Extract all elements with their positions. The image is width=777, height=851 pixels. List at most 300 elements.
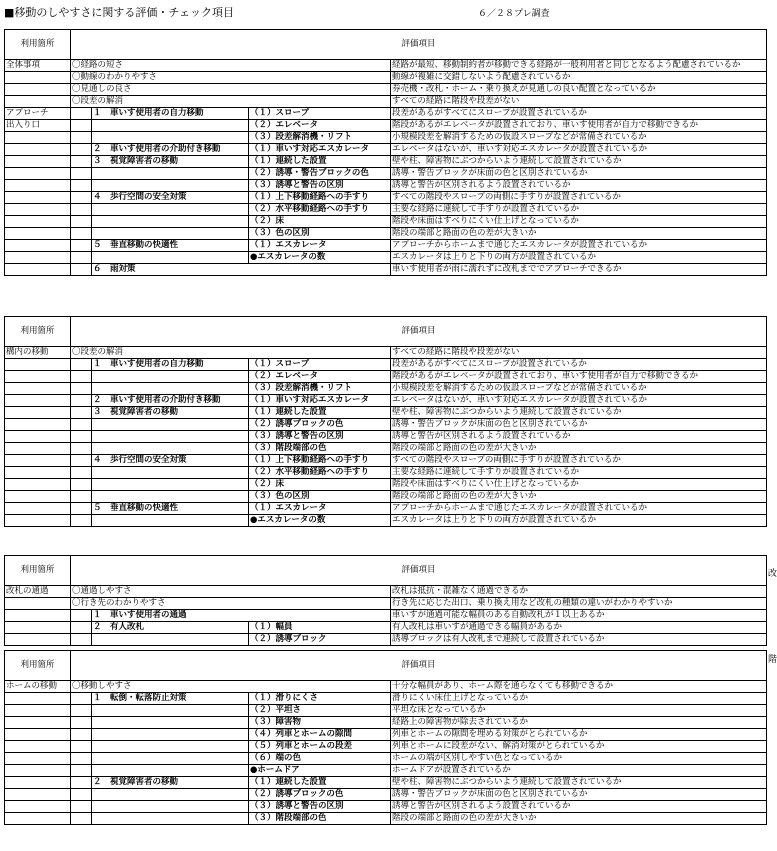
- cell-location: [5, 813, 71, 825]
- cell-criterion: すべての経路に階段や段差がない: [391, 96, 767, 108]
- cell-location: [5, 789, 71, 801]
- cell-location: [5, 610, 71, 622]
- cell-sub-item: ●ホームドア: [249, 765, 391, 777]
- cell-sub-item: （３）色の区別: [249, 228, 391, 240]
- cell-sub-item: （１）幅員: [249, 622, 391, 634]
- table-row: [5, 515, 767, 527]
- cell-general-item: [71, 192, 92, 204]
- cell-category: [92, 419, 249, 431]
- cell-general-item: [71, 813, 92, 825]
- cell-sub-item: （１）上下移動経路への手すり: [249, 455, 391, 467]
- cell-category: １ 車いす使用者の自力移動: [92, 359, 249, 371]
- table-row: [5, 264, 767, 276]
- cell-sub-item: （１）スロープ: [249, 108, 391, 120]
- cell-general-item: [71, 120, 92, 132]
- cell-sub-item: （３）段差解消機・リフト: [249, 132, 391, 144]
- table-row: [5, 96, 767, 108]
- table-row: [5, 443, 767, 455]
- cell-location: [5, 395, 71, 407]
- cell-location: [5, 84, 71, 96]
- cell-location: [5, 156, 71, 168]
- cell-criterion: ホームの端が区別しやすい色となっているか: [391, 753, 767, 765]
- cell-category: [92, 216, 249, 228]
- section-ticket-gate: [4, 555, 766, 646]
- cell-criterion: 主要な経路に連続して手すりが設置されているか: [391, 204, 767, 216]
- cell-criterion: 小規模段差を解消するための仮設スロープなどが常備されているか: [391, 132, 767, 144]
- cell-general-item: [71, 156, 92, 168]
- cell-category: ２ 視覚障害者の移動: [92, 777, 249, 789]
- cell-criterion: 段差があるがすべてにスロープが設置されているか: [391, 108, 767, 120]
- cell-location: [5, 693, 71, 705]
- table-row: [5, 72, 767, 84]
- cell-location: [5, 180, 71, 192]
- cell-criterion: すべての経路に階段や段差がない: [391, 347, 767, 359]
- cell-location: [5, 72, 71, 84]
- cell-category: [92, 467, 249, 479]
- cell-general-item: [71, 801, 92, 813]
- cell-general-item: 〇動線のわかりやすさ: [71, 72, 391, 84]
- table-row: [5, 717, 767, 729]
- cell-sub-item: （３）誘導と警告の区別: [249, 801, 391, 813]
- cell-criterion: 改札は抵抗・混雑なく通過できるか: [391, 586, 767, 598]
- header-location: 利用箇所: [5, 556, 71, 586]
- cell-sub-item: （１）エスカレータ: [249, 240, 391, 252]
- cell-location: [5, 407, 71, 419]
- cell-category: ２ 車いす使用者の介助付き移動: [92, 144, 249, 156]
- cell-general-item: [71, 622, 92, 634]
- table-row: [5, 120, 767, 132]
- cell-category: [92, 515, 249, 527]
- cell-sub-item: （２）床: [249, 216, 391, 228]
- cell-general-item: 〇通過しやすさ: [71, 586, 391, 598]
- cell-sub-item: （３）色の区別: [249, 491, 391, 503]
- cell-criterion: アプローチからホームまで通じたエスカレータが設置されているか: [391, 503, 767, 515]
- cell-criterion: すべての階段やスロープの両側に手すりが設置されているか: [391, 192, 767, 204]
- cell-sub-item: （１）車いす対応エスカレータ: [249, 395, 391, 407]
- cell-criterion: 階段や床面はすべりにくい仕上げとなっているか: [391, 216, 767, 228]
- cell-location: [5, 753, 71, 765]
- header-evaluation-item: 評価項目: [71, 317, 767, 347]
- cell-sub-item: ●エスカレータの数: [249, 515, 391, 527]
- table-row: [5, 789, 767, 801]
- table-row: [5, 753, 767, 765]
- cell-category: [92, 383, 249, 395]
- cell-criterion: 行き先に応じた出口、乗り換え用など改札の種類の違いがわかりやすいか: [391, 598, 767, 610]
- cell-general-item: 〇段差の解消: [71, 347, 391, 359]
- cell-location: [5, 240, 71, 252]
- cell-location: 出入り口: [5, 120, 71, 132]
- survey-note: ６／２８プレ調査: [478, 9, 550, 19]
- cell-criterion: 階段の端部と路面の色の差が大きいか: [391, 228, 767, 240]
- table-row: [5, 491, 767, 503]
- cell-category: ２ 車いす使用者の介助付き移動: [92, 395, 249, 407]
- table-header-row: [5, 556, 767, 586]
- cell-sub-item: （５）列車とホームの段差: [249, 741, 391, 753]
- cell-sub-item: （２）エレベータ: [249, 120, 391, 132]
- table-row: [5, 240, 767, 252]
- cell-category: [92, 443, 249, 455]
- cell-location: 改札の通過: [5, 586, 71, 598]
- cell-general-item: [71, 705, 92, 717]
- cell-criterion: 有人改札は車いすが通過できる幅員があるか: [391, 622, 767, 634]
- cell-general-item: [71, 467, 92, 479]
- table-row: [5, 371, 767, 383]
- table-row: [5, 383, 767, 395]
- cell-category: [92, 741, 249, 753]
- cell-category: [92, 252, 249, 264]
- cell-general-item: [71, 443, 92, 455]
- table-row: [5, 610, 767, 622]
- table-row: [5, 252, 767, 264]
- cell-category: [92, 180, 249, 192]
- cell-sub-item: （１）スロープ: [249, 359, 391, 371]
- cell-criterion: 壁や柱、障害物にぶつからいよう連続して設置されているか: [391, 777, 767, 789]
- cell-location: [5, 503, 71, 515]
- cell-category: ４ 歩行空間の安全対策: [92, 192, 249, 204]
- cell-location: [5, 252, 71, 264]
- cell-criterion: 車いす使用者が雨に濡れずに改札まででアプローチできるか: [391, 264, 767, 276]
- table-row: [5, 741, 767, 753]
- cell-location: [5, 491, 71, 503]
- cell-general-item: [71, 503, 92, 515]
- cell-criterion: 誘導と警告が区別されるよう設置されているか: [391, 801, 767, 813]
- cell-criterion: 滑りにくい床仕上げとなっているか: [391, 693, 767, 705]
- cell-category: [92, 789, 249, 801]
- cell-general-item: [71, 359, 92, 371]
- cell-sub-item: （１）上下移動経路への手すり: [249, 192, 391, 204]
- table-row: [5, 204, 767, 216]
- cell-location: [5, 228, 71, 240]
- evaluation-table: [4, 555, 767, 646]
- cell-criterion: 列車とホームの隙間を埋める対策がとられているか: [391, 729, 767, 741]
- cell-general-item: [71, 753, 92, 765]
- cell-category: [92, 753, 249, 765]
- cell-general-item: 〇段差の解消: [71, 96, 391, 108]
- cell-general-item: [71, 717, 92, 729]
- cell-criterion: 壁や柱、障害物にぶつからいよう連続して設置されているか: [391, 156, 767, 168]
- table-row: [5, 192, 767, 204]
- cell-general-item: 〇経路の短さ: [71, 60, 391, 72]
- cell-general-item: [71, 765, 92, 777]
- cell-location: [5, 479, 71, 491]
- cell-sub-item: （１）連続した設置: [249, 777, 391, 789]
- cell-general-item: [71, 395, 92, 407]
- header-location: 利用箇所: [5, 317, 71, 347]
- cell-category: ５ 垂直移動の快適性: [92, 503, 249, 515]
- cell-sub-item: （２）誘導ブロックの色: [249, 789, 391, 801]
- cell-location: [5, 741, 71, 753]
- cell-criterion: 階段があるがエレベータが設置されており、車いす使用者が自力で移動できるか: [391, 371, 767, 383]
- cell-category: [92, 228, 249, 240]
- cell-criterion: 階段があるがエレベータが設置されており、車いす使用者が自力で移動できるか: [391, 120, 767, 132]
- cell-location: [5, 598, 71, 610]
- cell-category: [92, 204, 249, 216]
- cell-general-item: [71, 240, 92, 252]
- table-row: [5, 479, 767, 491]
- cell-location: [5, 777, 71, 789]
- cell-sub-item: （３）誘導と警告の区別: [249, 180, 391, 192]
- table-header-row: [5, 317, 767, 347]
- cell-sub-item: （１）エスカレータ: [249, 503, 391, 515]
- cell-location: [5, 371, 71, 383]
- cell-criterion: 小規模段差を解消するための仮設スロープなどが常備されているか: [391, 383, 767, 395]
- evaluation-table: [4, 316, 767, 527]
- cell-criterion: エスカレータは上りと下りの両方が設置されているか: [391, 515, 767, 527]
- edge-mark: 改: [768, 569, 777, 579]
- edge-mark: 階: [768, 655, 777, 665]
- cell-sub-item: （２）平坦さ: [249, 705, 391, 717]
- cell-general-item: [71, 777, 92, 789]
- cell-category: ３ 視覚障害者の移動: [92, 156, 249, 168]
- cell-criterion: 壁や柱、障害物にぶつからいよう連続して設置されているか: [391, 407, 767, 419]
- table-row: [5, 84, 767, 96]
- cell-sub-item: （３）段差解消機・リフト: [249, 383, 391, 395]
- cell-location: [5, 717, 71, 729]
- cell-sub-item: （２）水平移動経路への手すり: [249, 204, 391, 216]
- table-row: [5, 407, 767, 419]
- cell-location: [5, 729, 71, 741]
- cell-category: [92, 801, 249, 813]
- cell-location: [5, 443, 71, 455]
- cell-category: [92, 705, 249, 717]
- cell-category: ２ 有人改札: [92, 622, 249, 634]
- cell-general-item: [71, 479, 92, 491]
- cell-category: ３ 視覚障害者の移動: [92, 407, 249, 419]
- section-platform: [4, 650, 766, 825]
- cell-criterion: 階段の端部と路面の色の差が大きいか: [391, 443, 767, 455]
- cell-general-item: [71, 180, 92, 192]
- table-row: [5, 144, 767, 156]
- cell-criterion: 階段や床面はすべりにくい仕上げとなっているか: [391, 479, 767, 491]
- cell-sub-item: （３）階段端部の色: [249, 813, 391, 825]
- table-row: [5, 503, 767, 515]
- cell-criterion: 誘導ブロックは有人改札まで連続して設置されているか: [391, 634, 767, 646]
- table-row: [5, 168, 767, 180]
- cell-general-item: [71, 789, 92, 801]
- cell-category: [92, 765, 249, 777]
- cell-criterion: 平坦な床となっているか: [391, 705, 767, 717]
- cell-category: [92, 120, 249, 132]
- cell-criterion: アプローチからホームまで通じたエスカレータが設置されているか: [391, 240, 767, 252]
- table-header-row: [5, 651, 767, 681]
- cell-criterion: 階段の端部と路面の色の差が大きいか: [391, 813, 767, 825]
- table-row: [5, 132, 767, 144]
- cell-criterion: 誘導と警告が区別されるよう設置されているか: [391, 431, 767, 443]
- section-approach: [4, 29, 766, 276]
- cell-location: [5, 216, 71, 228]
- cell-general-item: [71, 741, 92, 753]
- table-row: [5, 705, 767, 717]
- cell-category: ４ 歩行空間の安全対策: [92, 455, 249, 467]
- table-row: [5, 431, 767, 443]
- cell-location: [5, 622, 71, 634]
- cell-sub-item: （３）誘導と警告の区別: [249, 431, 391, 443]
- table-row: [5, 60, 767, 72]
- table-row: [5, 598, 767, 610]
- table-row: [5, 777, 767, 789]
- cell-location: [5, 634, 71, 646]
- cell-location: [5, 467, 71, 479]
- cell-general-item: [71, 729, 92, 741]
- table-row: [5, 359, 767, 371]
- cell-general-item: [71, 383, 92, 395]
- table-row: [5, 228, 767, 240]
- cell-sub-item: （３）障害物: [249, 717, 391, 729]
- cell-category: [92, 132, 249, 144]
- cell-location: [5, 204, 71, 216]
- cell-general-item: [71, 455, 92, 467]
- cell-general-item: 〇移動しやすさ: [71, 681, 391, 693]
- cell-location: [5, 765, 71, 777]
- cell-criterion: 列車とホームに段差がない、解消対策がとられているか: [391, 741, 767, 753]
- cell-sub-item: （２）床: [249, 479, 391, 491]
- cell-sub-item: （６）端の色: [249, 753, 391, 765]
- cell-category: [92, 813, 249, 825]
- cell-sub-item: （２）水平移動経路への手すり: [249, 467, 391, 479]
- cell-criterion: 誘導と警告が区別されるよう設置されているか: [391, 180, 767, 192]
- evaluation-table: [4, 29, 767, 276]
- header-location: 利用箇所: [5, 30, 71, 60]
- table-row: [5, 216, 767, 228]
- cell-general-item: [71, 407, 92, 419]
- evaluation-table: [4, 650, 767, 825]
- cell-location: [5, 144, 71, 156]
- cell-category: [92, 491, 249, 503]
- cell-criterion: 動線が複雑に交錯しないよう配慮されているか: [391, 72, 767, 84]
- cell-location: [5, 431, 71, 443]
- cell-sub-item: （２）エレベータ: [249, 371, 391, 383]
- cell-category: [92, 479, 249, 491]
- cell-sub-item: （１）連続した設置: [249, 407, 391, 419]
- cell-general-item: [71, 132, 92, 144]
- cell-sub-item: ●エスカレータの数: [249, 252, 391, 264]
- table-row: [5, 467, 767, 479]
- cell-general-item: [71, 634, 92, 646]
- cell-category: １ 車いす使用者の自力移動: [92, 108, 249, 120]
- cell-location: [5, 801, 71, 813]
- table-row: [5, 347, 767, 359]
- cell-category: [92, 634, 249, 646]
- cell-location: [5, 264, 71, 276]
- page-title: ■移動のしやすさに関する評価・チェック項目: [4, 6, 235, 19]
- cell-category: [92, 371, 249, 383]
- table-row: [5, 765, 767, 777]
- cell-criterion: 経路上の障害物が除去されているか: [391, 717, 767, 729]
- cell-criterion: 誘導・警告ブロックが床面の色と区別されているか: [391, 789, 767, 801]
- table-row: [5, 681, 767, 693]
- cell-general-item: 〇行き先のわかりやすさ: [71, 598, 391, 610]
- table-row: [5, 180, 767, 192]
- cell-general-item: [71, 252, 92, 264]
- cell-category: １ 車いす使用者の通過: [92, 610, 391, 622]
- table-row: [5, 455, 767, 467]
- cell-location: [5, 383, 71, 395]
- table-row: [5, 395, 767, 407]
- cell-criterion: エスカレータは上りと下りの両方が設置されているか: [391, 252, 767, 264]
- cell-general-item: [71, 491, 92, 503]
- header-evaluation-item: 評価項目: [71, 651, 767, 681]
- cell-location: [5, 192, 71, 204]
- table-row: [5, 586, 767, 598]
- table-row: [5, 729, 767, 741]
- cell-general-item: [71, 216, 92, 228]
- table-row: [5, 419, 767, 431]
- cell-criterion: エレベータはないが、車いす対応エスカレータが設置されているか: [391, 144, 767, 156]
- cell-sub-item: （４）列車とホームの隙間: [249, 729, 391, 741]
- cell-location: 全体事項: [5, 60, 71, 72]
- cell-criterion: 誘導・警告ブロックが床面の色と区別されているか: [391, 168, 767, 180]
- cell-general-item: 〇見通しの良さ: [71, 84, 391, 96]
- cell-location: アプローチ: [5, 108, 71, 120]
- cell-sub-item: （２）誘導ブロック: [249, 634, 391, 646]
- header-location: 利用箇所: [5, 651, 71, 681]
- cell-location: 構内の移動: [5, 347, 71, 359]
- cell-location: [5, 705, 71, 717]
- cell-location: [5, 515, 71, 527]
- cell-location: [5, 96, 71, 108]
- cell-location: [5, 419, 71, 431]
- table-header-row: [5, 30, 767, 60]
- cell-criterion: 段差があるがすべてにスロープが設置されているか: [391, 359, 767, 371]
- cell-sub-item: （３）階段端部の色: [249, 443, 391, 455]
- cell-location: ホームの移動: [5, 681, 71, 693]
- cell-criterion: 経路が最短、移動制約者が移動できる経路が一般利用者と同じとなるよう配慮されているか: [391, 60, 767, 72]
- cell-category: ６ 雨対策: [92, 264, 391, 276]
- cell-sub-item: （１）滑りにくさ: [249, 693, 391, 705]
- table-row: [5, 634, 767, 646]
- table-row: [5, 693, 767, 705]
- cell-sub-item: （２）誘導・警告ブロックの色: [249, 168, 391, 180]
- table-row: [5, 622, 767, 634]
- cell-general-item: [71, 144, 92, 156]
- table-row: [5, 813, 767, 825]
- cell-criterion: すべての階段やスロープの両側に手すりが設置されているか: [391, 455, 767, 467]
- cell-sub-item: （２）誘導ブロックの色: [249, 419, 391, 431]
- cell-category: [92, 168, 249, 180]
- cell-general-item: [71, 431, 92, 443]
- cell-general-item: [71, 610, 92, 622]
- cell-criterion: 誘導・警告ブロックが床面の色と区別されているか: [391, 419, 767, 431]
- cell-category: [92, 717, 249, 729]
- cell-general-item: [71, 371, 92, 383]
- cell-criterion: 車いすが通過可能な幅員のある自動改札が１以上あるか: [391, 610, 767, 622]
- cell-location: [5, 359, 71, 371]
- cell-general-item: [71, 515, 92, 527]
- cell-general-item: [71, 419, 92, 431]
- cell-sub-item: （１）連続した設置: [249, 156, 391, 168]
- cell-category: ５ 垂直移動の快適性: [92, 240, 249, 252]
- cell-criterion: 券売機・改札・ホーム・乗り換えが見通しの良い配置となっているか: [391, 84, 767, 96]
- cell-general-item: [71, 168, 92, 180]
- cell-general-item: [71, 693, 92, 705]
- cell-general-item: [71, 228, 92, 240]
- cell-criterion: ホームドアが設置されているか: [391, 765, 767, 777]
- cell-category: [92, 729, 249, 741]
- section-concourse: [4, 316, 766, 527]
- cell-general-item: [71, 108, 92, 120]
- cell-location: [5, 455, 71, 467]
- table-row: [5, 801, 767, 813]
- cell-category: [92, 431, 249, 443]
- cell-general-item: [71, 204, 92, 216]
- cell-general-item: [71, 264, 92, 276]
- cell-location: [5, 168, 71, 180]
- cell-criterion: 主要な経路に連続して手すりが設置されているか: [391, 467, 767, 479]
- cell-criterion: エレベータはないが、車いす対応エスカレータが設置されているか: [391, 395, 767, 407]
- cell-category: １ 転倒・転落防止対策: [92, 693, 249, 705]
- cell-location: [5, 132, 71, 144]
- cell-sub-item: （１）車いす対応エスカレータ: [249, 144, 391, 156]
